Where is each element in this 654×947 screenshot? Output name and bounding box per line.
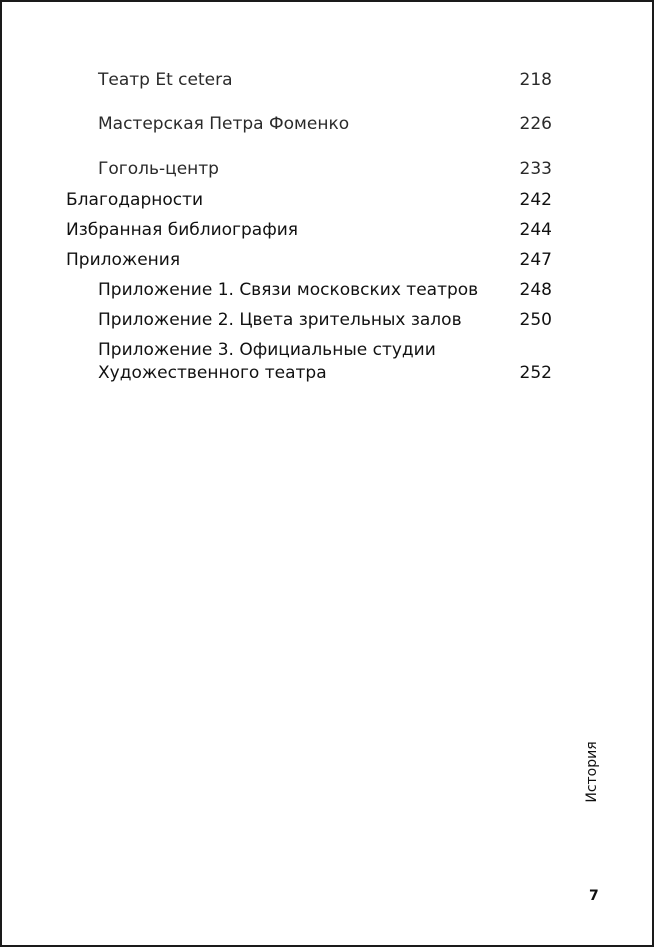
toc-entry-title: Гоголь-центр bbox=[98, 159, 219, 179]
toc-entry-page: 250 bbox=[519, 310, 552, 330]
toc-entry-page: 244 bbox=[519, 220, 552, 240]
toc-entry-page: 218 bbox=[519, 70, 552, 90]
toc-entry-page: 226 bbox=[519, 114, 552, 134]
toc-entry-title: Мастерская Петра Фоменко bbox=[98, 114, 350, 134]
toc-entry-title: Приложение 2. Цвета зрительных залов bbox=[98, 310, 462, 330]
toc-entry-title: Избранная библиография bbox=[66, 220, 299, 240]
toc-entry-page: 233 bbox=[519, 159, 552, 179]
toc-entry-title: Приложение 1. Связи московских театров bbox=[98, 280, 479, 300]
toc-entry-title: Приложение 3. Официальные студии bbox=[98, 340, 436, 360]
toc-entry-title: Приложения bbox=[66, 250, 181, 270]
toc-entry-page: 247 bbox=[519, 250, 552, 270]
toc-entry-title: Благодарности bbox=[66, 190, 204, 210]
toc-entry-page: 242 bbox=[519, 190, 552, 210]
toc-entry-page: 248 bbox=[519, 280, 552, 300]
section-side-label: История bbox=[584, 741, 600, 803]
toc-entry-page: 252 bbox=[519, 363, 552, 383]
toc-entry-title: Театр Et cetera bbox=[98, 70, 233, 90]
page-number: 7 bbox=[589, 888, 599, 904]
toc-entry-title: Художественного театра bbox=[98, 363, 327, 383]
